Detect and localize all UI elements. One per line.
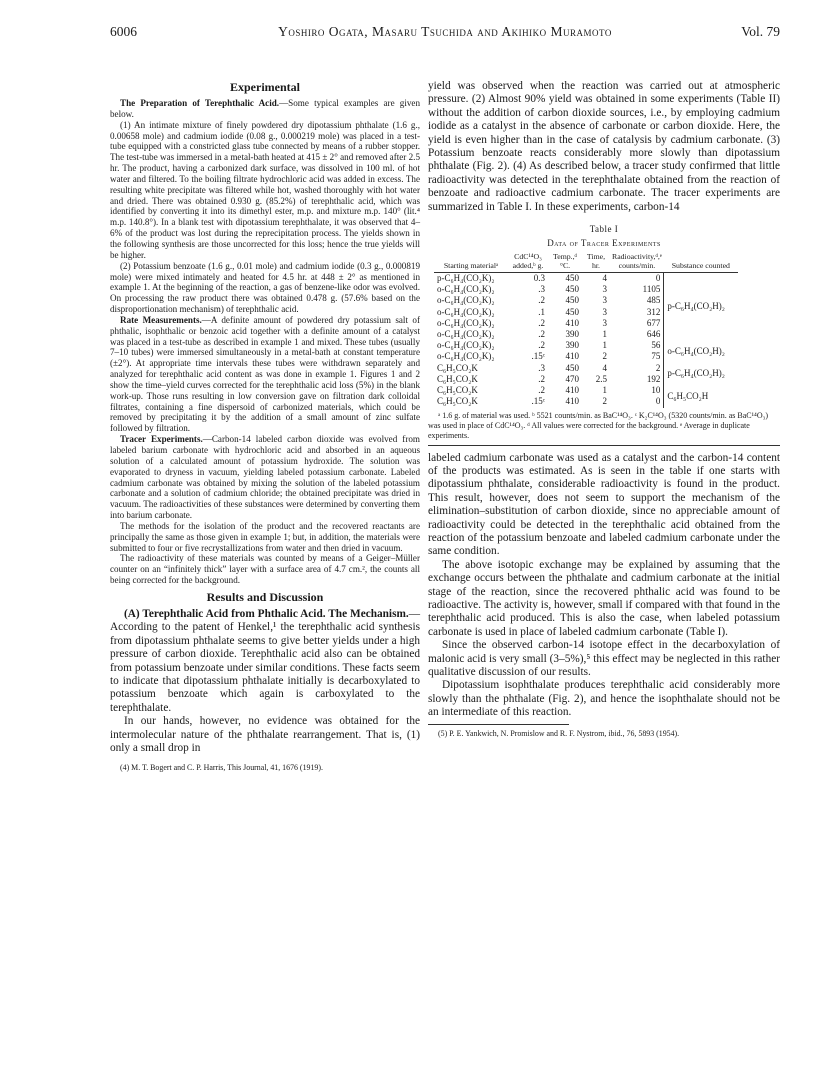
table-cell-temp: 450 (565, 273, 579, 284)
table-row (434, 340, 738, 351)
table-cell-rad: 0 (610, 273, 664, 285)
table-cell-rad: 2 (610, 363, 664, 374)
isotope-paragraph: Since the observed carbon-14 isotope effect in the decarboxylation of malonic acid is very small (3–5%),⁵ this effect may be neglected in this rather qualitative discussion of our results. (428, 639, 780, 678)
table-cell-time: 4 (602, 362, 607, 373)
table-cell-substance: C₆H₅CO₂H (667, 390, 709, 401)
mechanism-paragraph (110, 608, 420, 715)
table-cell-cd: .1 (538, 306, 545, 317)
table-cell-material: C₆H₅CO₂K (437, 362, 478, 373)
table-cell-rad: 677 (610, 318, 664, 329)
prep-paragraph (110, 98, 420, 120)
tracer-paragraph (110, 434, 420, 521)
table-cell-rad: 646 (610, 329, 664, 340)
table-row (434, 385, 738, 396)
table-cell-material: o-C₆H₄(CO₂K)₂ (437, 351, 495, 362)
col-header: Time, hr. (582, 252, 610, 273)
table-cell-temp: 410 (565, 351, 579, 362)
volume: Vol. 79 (741, 24, 780, 39)
table-cell-time: 2 (602, 396, 607, 407)
isophthalate-paragraph: Dipotassium isophthalate produces terephthalic acid considerably more slowly than the phthalate (Fig. 2), and hence the isophthalate should not be an intermediate of this reaction. (428, 679, 780, 719)
table-cell-material: p-C₆H₄(CO₂K)₂ (437, 273, 495, 284)
continued-paragraph: yield was observed when the reaction was carried out at atmospheric pressure. (2) Almost 90% yield was obtained in some experiments (Table II) without the addition of carbon dioxide sources, i.e., by employing cadmium iodide as a catalyst in the absence of carbonate or carbon dioxide. Here, the yield is even higher than in the case of catalysis by cadmium carbonate. (3) Potassium benzoate reacts considerably more slowly than dipotassium phthalate (Fig. 2). (4) As described below, a tracer study confirmed that little radioactivity was detected in the terephthalate obtained from the reaction of benzoate and radioactive cadmium carbonate. The tracer experiments are summarized in Table I. In these experiments, carbon-14 (428, 80, 780, 213)
table-notes: ᵃ 1.6 g. of material was used. ᵇ 5521 counts/min. as BaC¹⁴O₃. ᶜ K₂C¹⁴O₃ (5320 counts/min. as BaC¹⁴O₃) was used in place of CdC¹⁴O₃. ᵈ All values were corrected for the background. ᵉ Average in duplicate experiments. (428, 411, 780, 446)
table-row (434, 273, 738, 285)
experimental-heading: Experimental (230, 80, 300, 94)
table-cell-cd: .15ᶜ (531, 396, 545, 407)
table-cell-material: C₆H₅CO₂K (437, 396, 478, 407)
table-cell-material: o-C₆H₄(CO₂K)₂ (437, 340, 495, 351)
rate-title: Rate Measurements. (120, 314, 202, 325)
table-cell-temp: 410 (565, 317, 579, 328)
table-header-row (434, 252, 738, 273)
table-cell-temp: 470 (565, 373, 579, 384)
footnote-4: (4) M. T. Bogert and C. P. Harris, This Journal, 41, 1676 (1919). (120, 763, 323, 773)
table-cell-cd: .2 (538, 317, 545, 328)
page-header (110, 24, 780, 44)
table-cell-material: o-C₆H₄(CO₂K)₂ (437, 295, 495, 306)
table-cell-material: o-C₆H₄(CO₂K)₂ (437, 317, 495, 328)
page-number: 6006 (110, 24, 137, 39)
table-cell-material: o-C₆H₄(CO₂K)₂ (437, 284, 495, 295)
table-cell-rad: 56 (610, 340, 664, 351)
table-cell-rad: 10 (610, 385, 664, 396)
results-heading: Results and Discussion (206, 589, 324, 604)
table-cell-time: 1 (602, 340, 607, 351)
mechanism-text: —According to the patent of Henkel,¹ the terephthalic acid synthesis from dipotassium phthalate seems to give better yields under a high pressure of carbon dioxide. Terephthalic acid also can be obtained from potassium benzoate under similar conditions. These facts seem to indicate that dipotassium phthalate initially is decarboxylated to potassium benzoate which again is carboxylated to the terephthalate. (110, 607, 420, 714)
table-caption: Table I (589, 224, 619, 235)
table-cell-rad: 485 (610, 295, 664, 306)
table-cell-cd: .2 (538, 329, 545, 340)
table-cell-temp: 390 (565, 340, 579, 351)
exchange-paragraph: The above isotopic exchange may be explained by assuming that the exchange occurs between the phthalate and cadmium carbonate at the initial stage of the reaction, since the recovered phthalic acid was found to be radioactive. The activity is, however, small if compared with that found in the terephthalic acid produced. This is also the case, when labeled potassium carbonate is used in place of labeled cadmium carbonate (Table I). (428, 558, 780, 638)
table-body (434, 273, 738, 408)
table-cell-cd: .2 (538, 385, 545, 396)
rate-paragraph (110, 315, 420, 434)
table-cell-rad: 312 (610, 307, 664, 318)
table-cell-material: o-C₆H₄(CO₂K)₂ (437, 306, 495, 317)
table-cell-time: 3 (602, 295, 607, 306)
rate-text: —A definite amount of powdered dry potassium salt of phthalic, isophthalic or benzoic acid together with a definite amount of a catalyst was placed in a test-tube as described in example 1 and mixed. These tubes (usually 7–10 tubes) were immersed simultaneously in a metal-bath at constant temperature (±2°). At appropriate time intervals these tubes were withdrawn separately and analyzed for terephthalic acid content as was done in example 1. Figures 1 and 2 show the time–yield curves corrected for the terephthalic acid loss (5%) in the blank work-up. Those runs resulting in low conversion gave on filtration dark colloidal filtrates, containing a fine dispersoid of carbonized materials, which could be removed by precipitating it by the addition of a small amount of zinc sulfate followed by filtration. (110, 314, 420, 434)
footnote-rule (428, 724, 569, 725)
table-cell-cd: .2 (538, 295, 545, 306)
table-cell-time: 1 (602, 385, 607, 396)
table-cell-temp: 390 (565, 329, 579, 340)
isolation-paragraph: The methods for the isolation of the product and the recovered reactants are principally the same as those given in example 1; but, in addition, the materials were submitted to four or five recrystallizations from water and then dried in vacuum. (110, 520, 420, 553)
example-1-paragraph: (1) An intimate mixture of finely powdered dry dipotassium phthalate (1.6 g., 0.00658 mole) and cadmium iodide (0.08 g., 0.000219 mole) was placed in a test-tube equipped with a constricted glass tube connected by means of a rubber stopper. The test-tube was immersed in a metal-bath heated at 415 ± 2° and removed after 2.5 hr. The product, having a carbonized dark surface, was dissolved in 100 ml. of hot water and filtered. To the boiling filtrate hydrochloric acid was added in excess. The resulting white precipitate was filtered while hot, washed thoroughly with hot water and dried. There was obtained 0.930 g. (85.2%) of terephthalic acid, which was identified by converting it into its dimethyl ester, m.p. and mixture m.p. 140° (lit.⁴ m.p. 140.8°). In a blank test with dipotassium terephthalate, it was observed that 4–6% of the product was lost during the reprecipitation process. The yields shown in the following synthesis are those uncorrected for this loss; hence the true yields will be higher. (110, 119, 420, 260)
table-cell-time: 3 (602, 306, 607, 317)
table-row (434, 363, 738, 374)
left-column (110, 80, 420, 773)
col-header: Temp.,ᵈ °C. (548, 252, 582, 273)
table-cell-temp: 450 (565, 362, 579, 373)
table-cell-time: 2 (602, 351, 607, 362)
footnote-5: (5) P. E. Yankwich, N. Promislow and R. F. Nystrom, ibid., 76, 5893 (1954). (438, 728, 680, 738)
evidence-paragraph: In our hands, however, no evidence was obtained for the intermolecular nature of the phthalate rearrangement. That is, (1) only a small drop in (110, 715, 420, 755)
table-cell-cd: .3 (538, 362, 545, 373)
table-cell-temp: 410 (565, 385, 579, 396)
table-cell-cd: .2 (538, 340, 545, 351)
tracer-table (434, 252, 738, 407)
tracer-title: Tracer Experiments. (120, 434, 203, 445)
counting-paragraph: The radioactivity of these materials was counted by means of a Geiger–Müller counter on an “infinitely thick” layer with a surface area of 4.7 cm.², the counts all being corrected for the background. (110, 553, 420, 586)
table-cell-temp: 450 (565, 295, 579, 306)
table-cell-temp: 410 (565, 396, 579, 407)
table-cell-time: 3 (602, 284, 607, 295)
table-cell-cd: .15ᶜ (531, 351, 545, 362)
table-cell-material: o-C₆H₄(CO₂K)₂ (437, 329, 495, 340)
table-cell-temp: 450 (565, 306, 579, 317)
table-cell-substance: o-C₆H₄(CO₂H)₂ (667, 345, 725, 356)
table-cell-rad: 0 (610, 396, 664, 407)
col-header: Starting materialᵃ (434, 252, 508, 273)
table-cell-cd: 0.3 (533, 273, 545, 284)
right-column (428, 80, 780, 738)
example-2-paragraph: (2) Potassium benzoate (1.6 g., 0.01 mole) and cadmium iodide (0.3 g., 0.000819 mole) were mixed intimately and heated for 4.5 hr. at 448 ± 2° as mentioned in example 1. At the beginning of the reaction, a gas of benzene-like odor was evolved. On processing the raw product there was obtained 0.478 g. (57.6% based on the disproportionation mechanism) of terephthalic acid. (110, 260, 420, 315)
labeled-paragraph: labeled cadmium carbonate was used as a catalyst and the carbon-14 content of the products was estimated. As is seen in the table if one starts with dipotassium phthalate, considerable radioactivity is found in the product. This result, however, does not seem to support the mechanism of the elimination–substitution of carbon dioxide, since no appreciable amount of radioactivity could be detected in the terephthalic acid obtained from the reaction of the potassium benzoate and labeled cadmium carbonate under the same condition. (428, 451, 780, 558)
table-cell-rad: 1105 (610, 284, 664, 295)
col-header: Radioactivity,ᵈ,ᵉ counts/min. (610, 252, 664, 273)
mechanism-title: (A) Terephthalic Acid from Phthalic Acid. The Mechanism. (124, 607, 409, 620)
table-cell-time: 2.5 (595, 373, 607, 384)
tracer-text: —Carbon-14 labeled carbon dioxide was evolved from labeled barium carbonate with hydrochloric acid and absorbed in an aqueous solution of a calculated amount of potassium hydroxide. The solution was evaporated to dryness in vacuum, yielding labeled potassium carbonate. Labeled cadmium carbonate was obtained by mixing the solution of the labeled potassium carbonate and a solution of cadmium chloride; the obtained precipitate was dried in vacuum. The radioactivities of these substances were determined by converting them into barium carbonate. (110, 434, 420, 521)
table-cell-cd: .3 (538, 284, 545, 295)
table-cell-rad: 75 (610, 351, 664, 362)
prep-title: The Preparation of Terephthalic Acid. (120, 98, 280, 108)
table-cell-material: C₆H₅CO₂K (437, 373, 478, 384)
table-cell-time: 1 (602, 329, 607, 340)
table-cell-cd: .2 (538, 373, 545, 384)
table-cell-material: C₆H₅CO₂K (437, 385, 478, 396)
running-authors: Yoshiro Ogata, Masaru Tsuchida and Akihiko Muramoto (278, 24, 612, 39)
table-title: Data of Tracer Experiments (547, 238, 661, 249)
table-cell-substance: p-C₆H₄(CO₂H)₂ (667, 301, 725, 312)
table-cell-temp: 450 (565, 284, 579, 295)
table-cell-rad: 192 (610, 374, 664, 385)
col-header: Substance counted (664, 252, 738, 273)
col-header: CdC¹⁴O₃ added,ᵇ g. (508, 252, 548, 273)
prep-text: —Some typical examples are given below. (110, 98, 420, 119)
table-cell-time: 4 (602, 273, 607, 284)
table-cell-time: 3 (602, 317, 607, 328)
table-cell-substance: p-C₆H₄(CO₂H)₂ (667, 368, 725, 379)
